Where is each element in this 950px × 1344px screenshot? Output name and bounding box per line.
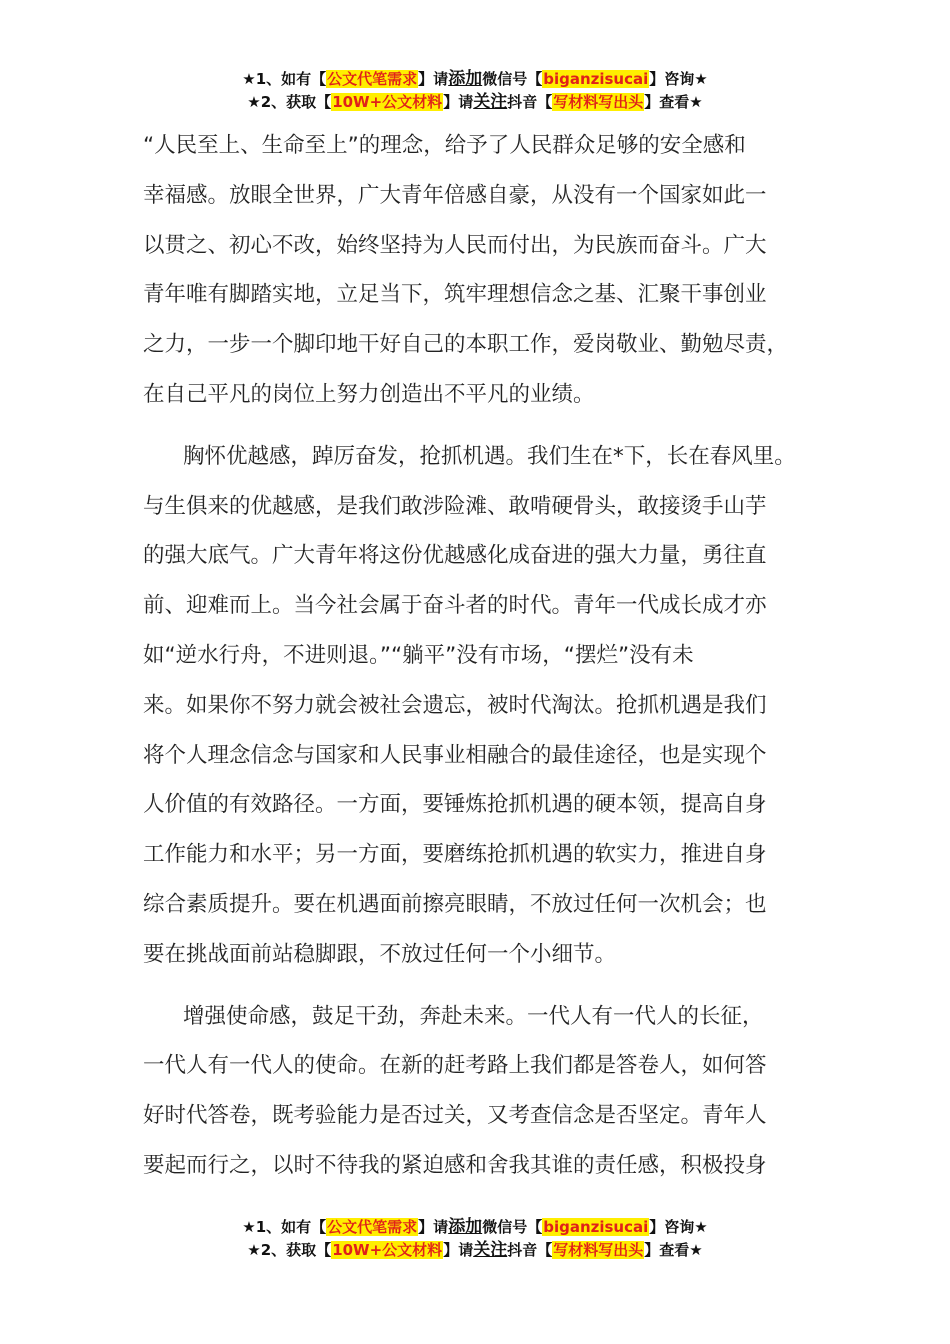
banner-text: 】查看★ [644, 93, 703, 111]
banner-text: 微信号【 [482, 70, 543, 88]
banner-text: ★1、如有【 [242, 70, 327, 88]
paragraph-3 [143, 992, 833, 1191]
text-line: 人价值的有效路径。一方面，要锤炼抢抓机遇的硬本领，提高自身 [143, 792, 767, 818]
text-line: 将个人理念信念与国家和人民事业相融合的最佳途径，也是实现个 [143, 742, 767, 768]
banner-text: 】咨询★ [649, 1218, 708, 1236]
banner-text: 抖音【 [507, 1241, 553, 1259]
text-line: 要起而行之，以时不待我的紧迫感和舍我其谁的责任感，积极投身 [143, 1152, 767, 1178]
banner-text: 】咨询★ [649, 70, 708, 88]
header-banner [0, 68, 950, 114]
text-line: 以贯之、初心不改，始终坚持为人民而付出，为民族而奋斗。广大 [143, 232, 767, 258]
banner-line-2 [0, 1239, 950, 1262]
text-line: 在自己平凡的岗位上努力创造出不平凡的业绩。 [143, 381, 595, 407]
banner-text: 】查看★ [644, 1241, 703, 1259]
text-line: 一代人有一代人的使命。在新的赶考路上我们都是答卷人，如何答 [143, 1053, 767, 1079]
banner-highlight: 公文代笔需求 [327, 70, 418, 88]
text-line: 的强大底气。广大青年将这份优越感化成奋进的强大力量，勇往直 [143, 543, 767, 569]
banner-highlight: biganzisucai [543, 70, 649, 88]
banner-underline-text: 添加 [448, 69, 483, 89]
banner-line-1 [0, 68, 950, 91]
text-line: 前、迎难而上。当今社会属于奋斗者的时代。青年一代成长成才亦 [143, 593, 767, 619]
banner-text: 】请 [443, 1241, 474, 1259]
text-line: 青年唯有脚踏实地，立足当下，筑牢理想信念之基、汇聚干事创业 [143, 282, 767, 308]
text-line: 之力，一步一个脚印地干好自己的本职工作，爱岗敬业、勤勉尽责， [143, 332, 789, 358]
banner-line-2 [0, 91, 950, 114]
text-line: 增强使命感，鼓足干劲，奔赴未来。一代人有一代人的长征， [183, 1003, 764, 1029]
text-line: “人民至上、生命至上”的理念，给予了人民群众足够的安全感和 [143, 133, 746, 158]
banner-text: ★1、如有【 [242, 1218, 327, 1236]
paragraph-2 [143, 432, 833, 980]
banner-highlight: 10W+公文材料 [332, 1241, 443, 1259]
banner-highlight: 写材料写出头 [553, 1241, 644, 1259]
banner-text: ★2、获取【 [247, 93, 332, 111]
footer-banner [0, 1216, 950, 1262]
banner-text: 抖音【 [507, 93, 553, 111]
banner-text: 】请 [443, 93, 474, 111]
banner-highlight: 10W+公文材料 [332, 93, 443, 111]
document-body [143, 121, 833, 1191]
banner-highlight: 写材料写出头 [553, 93, 644, 111]
banner-highlight: 公文代笔需求 [327, 1218, 418, 1236]
text-line: 胸怀优越感，踔厉奋发，抢抓机遇。我们生在*下，长在春风里。 [183, 443, 796, 469]
text-line: 工作能力和水平；另一方面，要磨练抢抓机遇的软实力，推进自身 [143, 842, 767, 868]
text-line: 如“逆水行舟，不进则退。”“躺平”没有市场，“摆烂”没有未 [143, 642, 694, 668]
text-line: 综合素质提升。要在机遇面前擦亮眼睛，不放过任何一次机会；也 [143, 891, 767, 917]
banner-text: ★2、获取【 [247, 1241, 332, 1259]
banner-highlight: biganzisucai [543, 1218, 649, 1236]
banner-text: 微信号【 [482, 1218, 543, 1236]
banner-line-1 [0, 1216, 950, 1239]
banner-text: 】请 [418, 1218, 449, 1236]
banner-underline-text: 关注 [473, 92, 508, 112]
banner-text: 】请 [418, 70, 449, 88]
text-line: 与生俱来的优越感，是我们敢涉险滩、敢啃硬骨头，敢接烫手山芋 [143, 493, 767, 519]
text-line: 好时代答卷，既考验能力是否过关，又考查信念是否坚定。青年人 [143, 1103, 767, 1129]
paragraph-1 [143, 121, 833, 420]
banner-underline-text: 关注 [473, 1240, 508, 1260]
text-line: 来。如果你不努力就会被社会遗忘，被时代淘汰。抢抓机遇是我们 [143, 692, 767, 718]
text-line: 幸福感。放眼全世界，广大青年倍感自豪，从没有一个国家如此一 [143, 182, 767, 208]
banner-underline-text: 添加 [448, 1217, 483, 1237]
text-line: 要在挑战面前站稳脚跟，不放过任何一个小细节。 [143, 941, 617, 967]
